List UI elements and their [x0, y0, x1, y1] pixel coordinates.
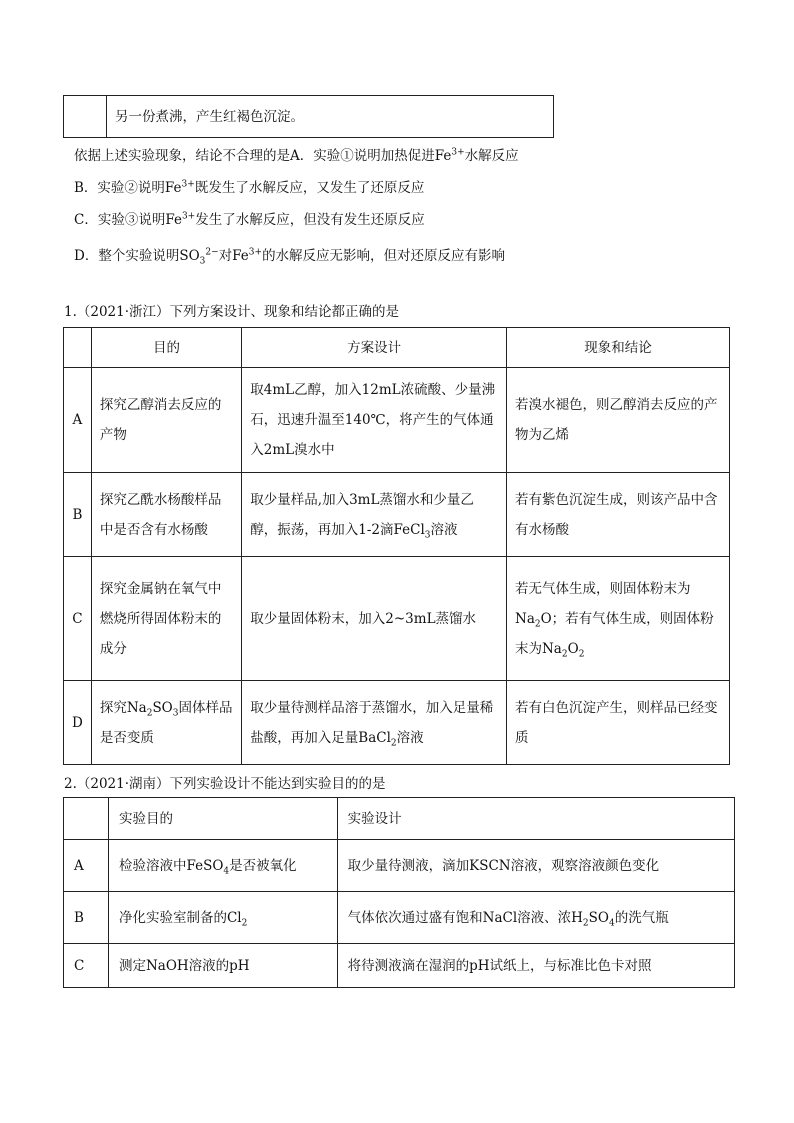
- table-cell: [91, 681, 241, 765]
- row-label: B: [64, 892, 109, 944]
- question-title: 2.（2021·湖南）下列实验设计不能达到实验目的的是: [64, 776, 386, 792]
- row-label: C: [64, 557, 92, 681]
- table-cell: [242, 681, 507, 765]
- table-row: [64, 473, 730, 557]
- subscript: 3: [172, 708, 179, 719]
- table-cell: 取少量待测液，滴加KSCN溶液，观察溶液颜色变化: [337, 840, 734, 892]
- cell-line: [515, 634, 721, 664]
- table-row: [64, 368, 730, 473]
- table-cell: 若有白色沉淀产生，则样品已经变质: [507, 681, 730, 765]
- subscript: 3: [424, 530, 431, 541]
- option-text: 对Fe: [218, 248, 249, 264]
- column-header: 实验设计: [337, 798, 734, 840]
- option-b: [74, 176, 424, 196]
- column-header: 实验目的: [108, 798, 337, 840]
- option-text: 的水解反应无影响，但对还原反应有影响: [262, 248, 506, 264]
- superscript: 3+: [248, 247, 263, 258]
- table-cell: [507, 557, 730, 681]
- cell-text: SO: [588, 909, 609, 926]
- table-cell: [242, 473, 507, 557]
- cell-text: 净化实验室制备的Cl: [118, 909, 242, 926]
- column-header: 目的: [91, 328, 241, 368]
- table-row: [64, 892, 735, 944]
- cell-text: 检验溶液中FeSO: [118, 857, 224, 874]
- row-label: B: [64, 473, 92, 557]
- cell-text: 若无气体生成，则固体粉末为: [515, 580, 691, 597]
- table-cell: 取少量固体粉末，加入2~3mL蒸馏水: [242, 557, 507, 681]
- cell-text: 探究Na: [99, 699, 147, 716]
- row-label: A: [64, 840, 109, 892]
- cell-text: O；若有气体生成，则固体粉: [540, 610, 714, 627]
- stem-text: 依据上述实验现象，结论不合理的是A．实验①说明加热促进Fe: [74, 148, 452, 164]
- option-text: D．整个实验说明SO: [74, 248, 200, 264]
- cell-text: 另一份煮沸，产生红褐色沉淀。: [115, 108, 304, 125]
- table-cell: [108, 892, 337, 944]
- subscript: 2: [241, 918, 248, 929]
- column-header: 方案设计: [242, 328, 507, 368]
- superscript: 3+: [181, 179, 195, 190]
- table-cell: 若溴水褪色，则乙醇消去反应的产物为乙烯: [507, 368, 730, 473]
- cell-text: Na: [515, 610, 535, 627]
- table-cell: [108, 840, 337, 892]
- cell-text: 固体样品是否变质: [99, 699, 233, 746]
- subscript: 3: [199, 256, 206, 267]
- table-cell: 若有紫色沉淀生成，则该产品中含有水杨酸: [507, 473, 730, 557]
- table-row: [64, 557, 730, 681]
- option-d: [74, 244, 506, 267]
- superscript: 2−: [205, 247, 219, 258]
- row-label: C: [64, 944, 109, 988]
- table-cell: 探究乙醇消去反应的产物: [91, 368, 241, 473]
- table-header-row: [64, 798, 735, 840]
- table-row: [64, 944, 735, 988]
- q2-title: [64, 772, 386, 792]
- cell-text: 是否被氧化: [229, 857, 297, 874]
- subscript: 2: [534, 619, 541, 630]
- blank-cell: [64, 96, 107, 138]
- table-cell: 探究金属钠在氧气中燃烧所得固体粉末的成分: [91, 557, 241, 681]
- option-text: 既发生了水解反应，又发生了还原反应: [194, 180, 425, 196]
- table-cell: 将待测液滴在湿润的pH试纸上，与标准比色卡对照: [337, 944, 734, 988]
- row-label: A: [64, 368, 92, 473]
- cell-text: 末为Na: [515, 640, 562, 657]
- cell-text: 取少量样品,加入3mL蒸馏水和少量乙醇，振荡，再加入1-2滴FeCl: [250, 491, 474, 538]
- table-cell: [107, 96, 554, 138]
- blank-cell: [64, 328, 92, 368]
- table-cell: [337, 892, 734, 944]
- cell-text: O: [567, 640, 579, 657]
- subscript: 2: [582, 918, 589, 929]
- question-title: 1.（2021·浙江）下列方案设计、现象和结论都正确的是: [64, 304, 400, 320]
- stem-text: 水解反应: [464, 148, 519, 164]
- question-stem: [74, 144, 519, 164]
- subscript: 2: [146, 708, 153, 719]
- table-header-row: [64, 328, 730, 368]
- cell-text: 溶液: [430, 521, 458, 538]
- option-text: B．实验②说明Fe: [74, 180, 182, 196]
- column-header: 现象和结论: [507, 328, 730, 368]
- subscript: 2: [561, 649, 568, 660]
- cell-text: 取少量待测样品溶于蒸馏水，加入足量稀盐酸，再加入足量BaCl: [250, 699, 494, 746]
- cell-text: 溶液: [396, 729, 424, 746]
- table-row: [64, 681, 730, 765]
- table-cell: 取4mL乙醇，加入12mL浓硫酸、少量沸石，迅速升温至140℃，将产生的气体通入2mL溴水中: [242, 368, 507, 473]
- top-table: [63, 95, 554, 138]
- blank-cell: [64, 798, 109, 840]
- option-text: 发生了水解反应，但没有发生还原反应: [195, 212, 425, 228]
- row-label: D: [64, 681, 92, 765]
- table-row: [64, 96, 554, 138]
- option-text: C．实验③说明Fe: [74, 212, 182, 228]
- table-cell: 测定NaOH溶液的pH: [108, 944, 337, 988]
- subscript: 2: [390, 738, 397, 749]
- table-row: [64, 840, 735, 892]
- superscript: 3+: [181, 211, 196, 222]
- cell-text: 的洗气瓶: [614, 909, 669, 926]
- option-c: [74, 208, 425, 228]
- superscript: 3+: [451, 147, 465, 158]
- cell-text: 气体依次通过盛有饱和NaCl溶液、浓H: [347, 909, 583, 926]
- subscript: 2: [578, 649, 585, 660]
- table-cell: 探究乙酰水杨酸样品中是否含有水杨酸: [91, 473, 241, 557]
- cell-line: [515, 604, 721, 634]
- q1-table: [63, 327, 730, 765]
- subscript: 4: [608, 918, 615, 929]
- q1-title: [64, 300, 399, 320]
- q2-table: [63, 797, 735, 988]
- cell-text: SO: [152, 699, 173, 716]
- subscript: 4: [223, 866, 230, 877]
